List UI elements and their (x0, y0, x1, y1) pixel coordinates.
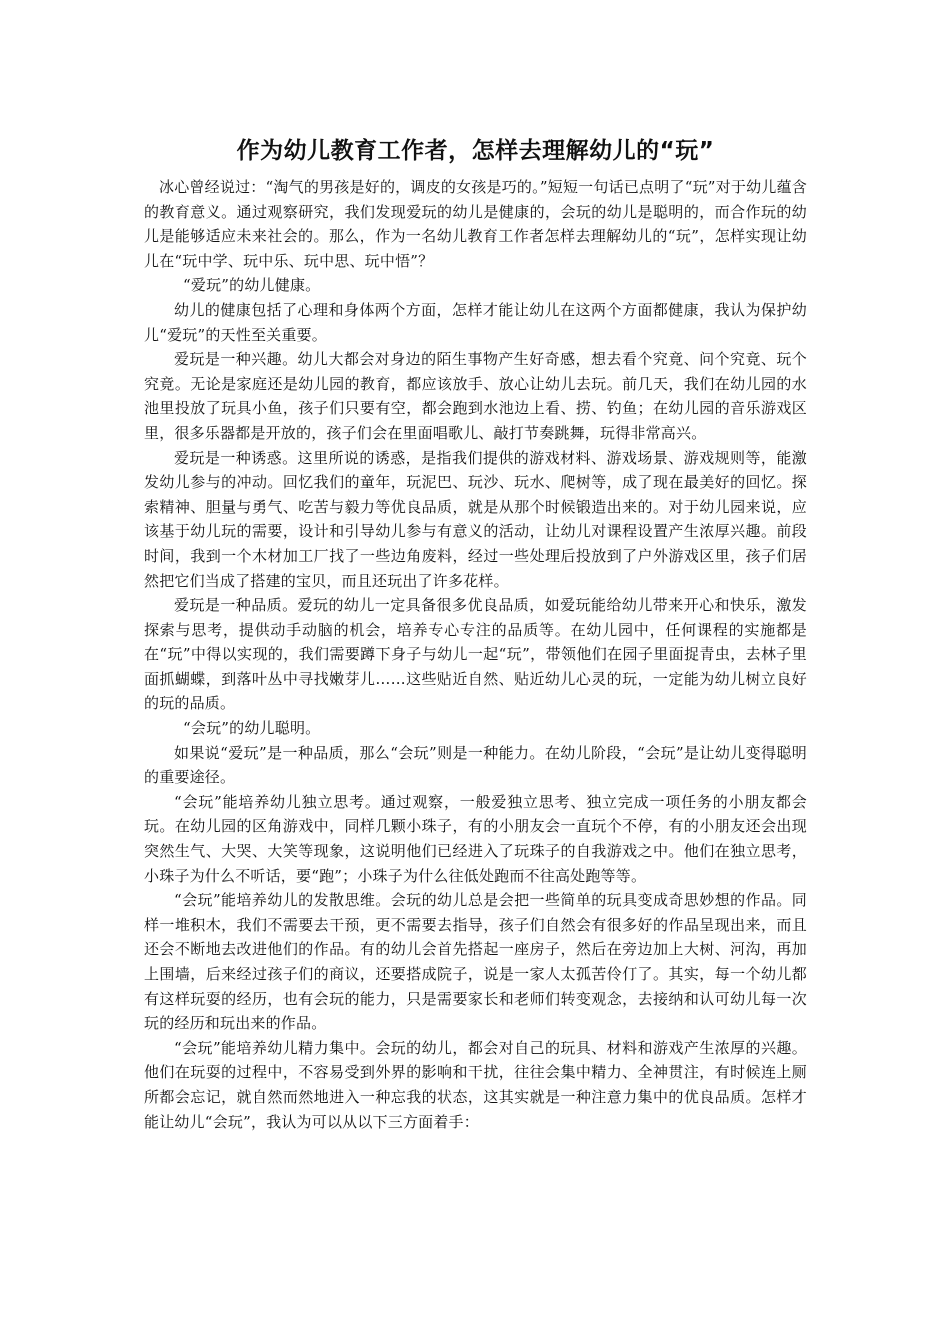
paragraph-intro: 冰心曾经说过：“淘气的男孩是好的，调皮的女孩是巧的。”短短一句话已点明了“玩”对于幼儿蕴含的教育意义。通过观察研究，我们发现爱玩的幼儿是健康的，会玩的幼儿是聪明的，而合作玩的幼儿是能够适应未来社会的。那么，作为一名幼儿教育工作者怎样去理解幼儿的“玩”，怎样实现让幼儿在“玩中学、玩中乐、玩中思、玩中悟”？ (144, 178, 807, 270)
paragraph: 爱玩是一种诱惑。这里所说的诱惑，是指我们提供的游戏材料、游戏场景、游戏规则等，能激发幼儿参与的冲动。回忆我们的童年，玩泥巴、玩沙、玩水、爬树等，成了现在最美好的回忆。探索精神、胆量与勇气、吃苦与毅力等优良品质，就是从那个时候锻造出来的。对于幼儿园来说，应该基于幼儿玩的需要，设计和引导幼儿参与有意义的活动，让幼儿对课程设置产生浓厚兴趣。前段时间，我到一个木材加工厂找了一些边角废料，经过一些处理后投放到了户外游戏区里，孩子们居然把它们当成了搭建的宝贝，而且还玩出了许多花样。 (144, 448, 807, 590)
document-page (144, 134, 807, 1134)
section-heading-smart: “会玩”的幼儿聪明。 (183, 719, 321, 738)
paragraph: 爱玩是一种品质。爱玩的幼儿一定具备很多优良品质，如爱玩能给幼儿带来开心和快乐，激发探索与思考，提供动手动脑的机会，培养专心专注的品质等。在幼儿园中，任何课程的实施都是在“玩”中得以实现的，我们需要蹲下身子与幼儿一起“玩”，带领他们在园子里面捉青虫，去林子里面抓蝴蝶，到落叶丛中寻找嫩芽儿……这些贴近自然、贴近幼儿心灵的玩，一定能为幼儿树立良好的玩的品质。 (144, 596, 807, 713)
paragraph: “会玩”能培养幼儿独立思考。通过观察，一般爱独立思考、独立完成一项任务的小朋友都会玩。在幼儿园的区角游戏中，同样几颗小珠子，有的小朋友会一直玩个不停，有的小朋友还会出现突然生气、大哭、大笑等现象，这说明他们已经进入了玩珠子的自我游戏之中。他们在独立思考，小珠子为什么不听话，要“跑”；小珠子为什么往低处跑而不往高处跑等等。 (144, 792, 807, 885)
paragraph: “会玩”能培养幼儿的发散思维。会玩的幼儿总是会把一些简单的玩具变成奇思妙想的作品。同样一堆积木，我们不需要去干预，更不需要去指导，孩子们自然会有很多好的作品呈现出来，而且还会不断地去改进他们的作品。有的幼儿会首先搭起一座房子，然后在旁边加上大树、河沟，再加上围墙，后来经过孩子们的商议，还要搭成院子，说是一家人太孤苦伶仃了。其实，每一个幼儿都有这样玩耍的经历，也有会玩的能力，只是需要家长和老师们转变观念，去接纳和认可幼儿每一次玩的经历和玩出来的作品。 (144, 891, 807, 1033)
paragraph: 幼儿的健康包括了心理和身体两个方面，怎样才能让幼儿在这两个方面都健康，我认为保护幼儿“爱玩”的天性至关重要。 (144, 300, 807, 344)
paragraph: 如果说“爱玩”是一种品质，那么“会玩”则是一种能力。在幼儿阶段，“会玩”是让幼儿变得聪明的重要途径。 (144, 743, 807, 787)
document-title: 作为幼儿教育工作者，怎样去理解幼儿的“玩” (236, 138, 715, 164)
paragraph: “会玩”能培养幼儿精力集中。会玩的幼儿，都会对自己的玩具、材料和游戏产生浓厚的兴趣。他们在玩耍的过程中，不容易受到外界的影响和干扰，往往会集中精力、全神贯注，有时候连上厕所都会忘记，就自然而然地进入一种忘我的状态，这其实就是一种注意力集中的优良品质。怎样才能让幼儿“会玩”，我认为可以从以下三方面着手： (144, 1038, 807, 1131)
section-heading-healthy: “爱玩”的幼儿健康。 (183, 276, 321, 295)
paragraph: 爱玩是一种兴趣。幼儿大都会对身边的陌生事物产生好奇感，想去看个究竟、问个究竟、玩个究竟。无论是家庭还是幼儿园的教育，都应该放手、放心让幼儿去玩。前几天，我们在幼儿园的水池里投放了玩具小鱼，孩子们只要有空，都会跑到水池边上看、捞、钓鱼；在幼儿园的音乐游戏区里，很多乐器都是开放的，孩子们会在里面唱歌儿、敲打节奏跳舞，玩得非常高兴。 (144, 350, 807, 442)
